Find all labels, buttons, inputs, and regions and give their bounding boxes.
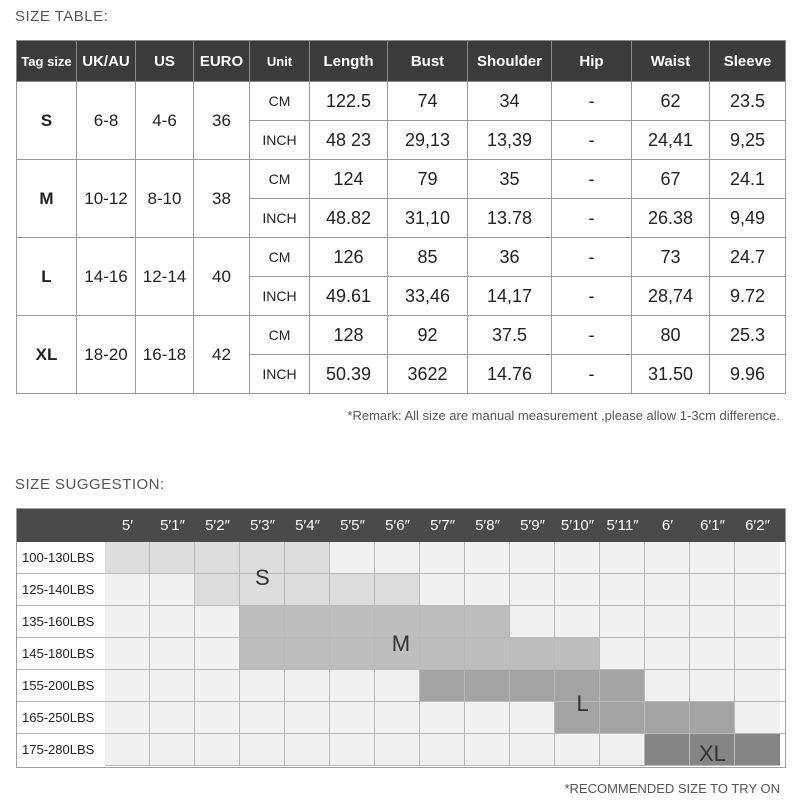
waist-cell: 80 [632, 316, 710, 355]
shoulder-cell: 36 [468, 238, 552, 277]
hip-cell: - [552, 160, 632, 199]
suggestion-cell-empty [555, 574, 600, 606]
height-header-cell: 5′2″ [205, 517, 230, 534]
suggestion-cell-empty [510, 574, 555, 606]
size-suggestion-grid [16, 508, 786, 768]
size-row [17, 238, 786, 277]
zone-label-l: L [576, 691, 589, 717]
us-cell: 4-6 [136, 82, 194, 160]
unit-cell: CM [250, 238, 310, 277]
suggestion-cell-empty [375, 702, 420, 734]
header-uk-au: UK/AU [77, 41, 136, 82]
suggestion-cell-empty [105, 574, 150, 606]
header-unit: Unit [250, 41, 310, 82]
waist-cell: 26.38 [632, 199, 710, 238]
tag-size-cell: S [17, 82, 77, 160]
shoulder-cell: 14,17 [468, 277, 552, 316]
header-shoulder: Shoulder [468, 41, 552, 82]
height-header-cell: 5′ [121, 517, 134, 534]
uk-au-cell: 10-12 [77, 160, 136, 238]
suggestion-cell-empty [105, 734, 150, 766]
suggestion-cell-m [465, 638, 510, 670]
suggestion-cell-s [375, 574, 420, 606]
suggestion-cell-l [600, 702, 645, 734]
suggestion-cell-empty [150, 670, 195, 702]
suggestion-cell-m [330, 638, 375, 670]
suggestion-cell-m [420, 606, 465, 638]
us-cell: 12-14 [136, 238, 194, 316]
suggestion-cell-s [330, 574, 375, 606]
suggestion-cell-empty [600, 638, 645, 670]
unit-cell: INCH [250, 355, 310, 394]
header-bust: Bust [388, 41, 468, 82]
suggestion-cell-empty [690, 606, 735, 638]
suggestion-cell-empty [285, 702, 330, 734]
suggestion-cell-empty [420, 542, 465, 574]
height-header-cell: 5′9″ [520, 517, 545, 534]
size-row [17, 316, 786, 355]
suggestion-cell-empty [420, 574, 465, 606]
length-cell: 126 [310, 238, 388, 277]
suggestion-cell-empty [510, 542, 555, 574]
header-sleeve: Sleeve [710, 41, 786, 82]
hip-cell: - [552, 355, 632, 394]
suggestion-cell-empty [195, 702, 240, 734]
sleeve-cell: 23.5 [710, 82, 786, 121]
size-table [16, 40, 786, 394]
unit-cell: INCH [250, 277, 310, 316]
suggestion-cell-m [510, 638, 555, 670]
suggestion-cell-s [285, 542, 330, 574]
suggestion-cell-empty [105, 702, 150, 734]
suggestion-cell-empty [735, 606, 780, 638]
suggestion-cell-empty [555, 734, 600, 766]
hip-cell: - [552, 238, 632, 277]
waist-cell: 28,74 [632, 277, 710, 316]
suggestion-cell-empty [465, 542, 510, 574]
length-cell: 49.61 [310, 277, 388, 316]
height-header-cell: 5′7″ [430, 517, 455, 534]
suggestion-cell-m [285, 606, 330, 638]
length-cell: 124 [310, 160, 388, 199]
suggestion-cell-empty [240, 734, 285, 766]
suggestion-cell-empty [240, 702, 285, 734]
suggestion-cell-m [240, 606, 285, 638]
height-header-cell: 5′4″ [295, 517, 320, 534]
header-waist: Waist [632, 41, 710, 82]
length-cell: 48.82 [310, 199, 388, 238]
length-cell: 122.5 [310, 82, 388, 121]
unit-cell: CM [250, 160, 310, 199]
suggestion-cell-s [195, 574, 240, 606]
height-header-cell: 5′1″ [160, 517, 185, 534]
suggestion-cell-empty [510, 606, 555, 638]
suggestion-cell-empty [150, 702, 195, 734]
suggestion-cell-empty [465, 702, 510, 734]
suggestion-cell-m [420, 638, 465, 670]
suggestion-cell-m [240, 638, 285, 670]
sleeve-cell: 24.7 [710, 238, 786, 277]
weight-label: 165-250LBS [22, 710, 95, 725]
unit-cell: INCH [250, 199, 310, 238]
shoulder-cell: 13.78 [468, 199, 552, 238]
zone-label-s: S [255, 565, 270, 590]
suggestion-cell-empty [150, 606, 195, 638]
unit-cell: INCH [250, 121, 310, 160]
tag-size-cell: M [17, 160, 77, 238]
height-header-cell: 5′11″ [606, 517, 639, 534]
size-table-title: SIZE TABLE: [15, 8, 109, 25]
suggestion-cell-empty [600, 606, 645, 638]
size-row [17, 82, 786, 121]
shoulder-cell: 14.76 [468, 355, 552, 394]
uk-au-cell: 18-20 [77, 316, 136, 394]
suggestion-cell-empty [420, 702, 465, 734]
hip-cell: - [552, 277, 632, 316]
sleeve-cell: 24.1 [710, 160, 786, 199]
hip-cell: - [552, 199, 632, 238]
suggestion-cell-empty [375, 734, 420, 766]
suggestion-cell-empty [465, 734, 510, 766]
suggestion-cell-empty [375, 542, 420, 574]
bust-cell: 74 [388, 82, 468, 121]
suggestion-cell-empty [735, 638, 780, 670]
suggestion-cell-empty [420, 734, 465, 766]
suggestion-cell-empty [690, 574, 735, 606]
unit-cell: CM [250, 316, 310, 355]
sleeve-cell: 9,25 [710, 121, 786, 160]
suggestion-cell-empty [735, 574, 780, 606]
height-header-cell: 5′6″ [385, 517, 410, 534]
suggestion-cell-empty [285, 734, 330, 766]
header-length: Length [310, 41, 388, 82]
suggestion-cell-empty [510, 734, 555, 766]
suggestion-cell-empty [330, 670, 375, 702]
header-hip: Hip [552, 41, 632, 82]
suggestion-cell-empty [690, 670, 735, 702]
shoulder-cell: 34 [468, 82, 552, 121]
suggestion-cell-empty [735, 670, 780, 702]
suggestion-cell-empty [330, 542, 375, 574]
height-header-cell: 6′1″ [700, 517, 725, 534]
length-cell: 128 [310, 316, 388, 355]
suggestion-cell-empty [150, 574, 195, 606]
suggestion-cell-empty [195, 670, 240, 702]
euro-cell: 40 [194, 238, 250, 316]
suggestion-cell-l [690, 702, 735, 734]
measurement-remark: *Remark: All size are manual measurement ,please allow 1-3cm difference. [347, 408, 780, 423]
tag-size-cell: XL [17, 316, 77, 394]
suggestion-cell-empty [105, 670, 150, 702]
suggestion-cell-m [555, 638, 600, 670]
suggestion-cell-empty [375, 670, 420, 702]
suggestion-cell-s [285, 574, 330, 606]
suggestion-cell-empty [105, 638, 150, 670]
suggestion-cell-s [195, 542, 240, 574]
sleeve-cell: 9.72 [710, 277, 786, 316]
uk-au-cell: 6-8 [77, 82, 136, 160]
us-cell: 16-18 [136, 316, 194, 394]
recommended-size-note: *RECOMMENDED SIZE TO TRY ON [564, 781, 780, 796]
suggestion-cell-empty [150, 638, 195, 670]
suggestion-cell-empty [150, 734, 195, 766]
bust-cell: 79 [388, 160, 468, 199]
weight-label: 155-200LBS [22, 678, 95, 693]
weight-label: 175-280LBS [22, 742, 95, 757]
shoulder-cell: 37.5 [468, 316, 552, 355]
suggestion-cell-l [645, 702, 690, 734]
hip-cell: - [552, 121, 632, 160]
size-table-header-row [17, 41, 786, 82]
header-euro: EURO [194, 41, 250, 82]
euro-cell: 36 [194, 82, 250, 160]
bust-cell: 85 [388, 238, 468, 277]
suggestion-cell-empty [105, 606, 150, 638]
sleeve-cell: 9.96 [710, 355, 786, 394]
bust-cell: 3622 [388, 355, 468, 394]
height-header-row [17, 509, 785, 542]
zone-label-xl: XL [699, 741, 726, 766]
hip-cell: - [552, 82, 632, 121]
waist-cell: 73 [632, 238, 710, 277]
suggestion-cell-empty [645, 670, 690, 702]
suggestion-cell-empty [600, 542, 645, 574]
suggestion-cell-xl [735, 734, 780, 766]
height-header-cell: 5′8″ [475, 517, 500, 534]
waist-cell: 62 [632, 82, 710, 121]
suggestion-cell-empty [690, 542, 735, 574]
suggestion-cell-l [420, 670, 465, 702]
bust-cell: 29,13 [388, 121, 468, 160]
header-tag-size: Tag size [17, 41, 77, 82]
suggestion-cell-empty [600, 574, 645, 606]
suggestion-cell-empty [330, 734, 375, 766]
bust-cell: 92 [388, 316, 468, 355]
waist-cell: 24,41 [632, 121, 710, 160]
suggestion-cell-empty [735, 702, 780, 734]
suggestion-cell-empty [690, 638, 735, 670]
shoulder-cell: 13,39 [468, 121, 552, 160]
suggestion-cell-empty [555, 542, 600, 574]
euro-cell: 38 [194, 160, 250, 238]
size-table-body [17, 82, 786, 394]
sleeve-cell: 9,49 [710, 199, 786, 238]
hip-cell: - [552, 316, 632, 355]
suggestion-cell-empty [645, 574, 690, 606]
header-us: US [136, 41, 194, 82]
suggestion-cell-empty [195, 638, 240, 670]
weight-label: 135-160LBS [22, 614, 95, 629]
size-suggestion-title: SIZE SUGGESTION: [15, 476, 165, 493]
suggestion-cell-l [510, 670, 555, 702]
suggestion-cell-m [330, 606, 375, 638]
suggestion-cell-empty [510, 702, 555, 734]
size-row [17, 160, 786, 199]
euro-cell: 42 [194, 316, 250, 394]
suggestion-cell-m [285, 638, 330, 670]
suggestion-cell-empty [735, 542, 780, 574]
waist-cell: 31.50 [632, 355, 710, 394]
weight-label: 125-140LBS [22, 582, 95, 597]
suggestion-cell-empty [555, 606, 600, 638]
suggestion-cell-empty [645, 606, 690, 638]
suggestion-cell-s [150, 542, 195, 574]
length-cell: 50.39 [310, 355, 388, 394]
height-header-cell: 6′2″ [745, 517, 770, 534]
bust-cell: 33,46 [388, 277, 468, 316]
suggestion-cell-empty [600, 734, 645, 766]
shoulder-cell: 35 [468, 160, 552, 199]
tag-size-cell: L [17, 238, 77, 316]
zone-label-m: M [391, 631, 411, 657]
weight-label: 100-130LBS [22, 550, 95, 565]
suggestion-cell-l [600, 670, 645, 702]
suggestion-cell-empty [645, 542, 690, 574]
height-header-cell: 6′ [661, 517, 674, 534]
length-cell: 48 23 [310, 121, 388, 160]
suggestion-cell-m [465, 606, 510, 638]
suggestion-cell-xl [645, 734, 690, 766]
suggestion-cell-s [105, 542, 150, 574]
waist-cell: 67 [632, 160, 710, 199]
weight-label: 145-180LBS [22, 646, 95, 661]
height-header-cell: 5′5″ [340, 517, 365, 534]
suggestion-cell-empty [645, 638, 690, 670]
suggestion-cell-empty [330, 702, 375, 734]
height-header-cell: 5′10″ [560, 517, 595, 534]
us-cell: 8-10 [136, 160, 194, 238]
suggestion-cell-empty [195, 606, 240, 638]
sleeve-cell: 25.3 [710, 316, 786, 355]
suggestion-cell-empty [195, 734, 240, 766]
suggestion-cell-empty [465, 574, 510, 606]
height-header-cell: 5′3″ [250, 517, 275, 534]
suggestion-cell-l [465, 670, 510, 702]
header-corner [17, 509, 105, 542]
bust-cell: 31,10 [388, 199, 468, 238]
suggestion-cell-empty [240, 670, 285, 702]
suggestion-cell-empty [285, 670, 330, 702]
unit-cell: CM [250, 82, 310, 121]
uk-au-cell: 14-16 [77, 238, 136, 316]
